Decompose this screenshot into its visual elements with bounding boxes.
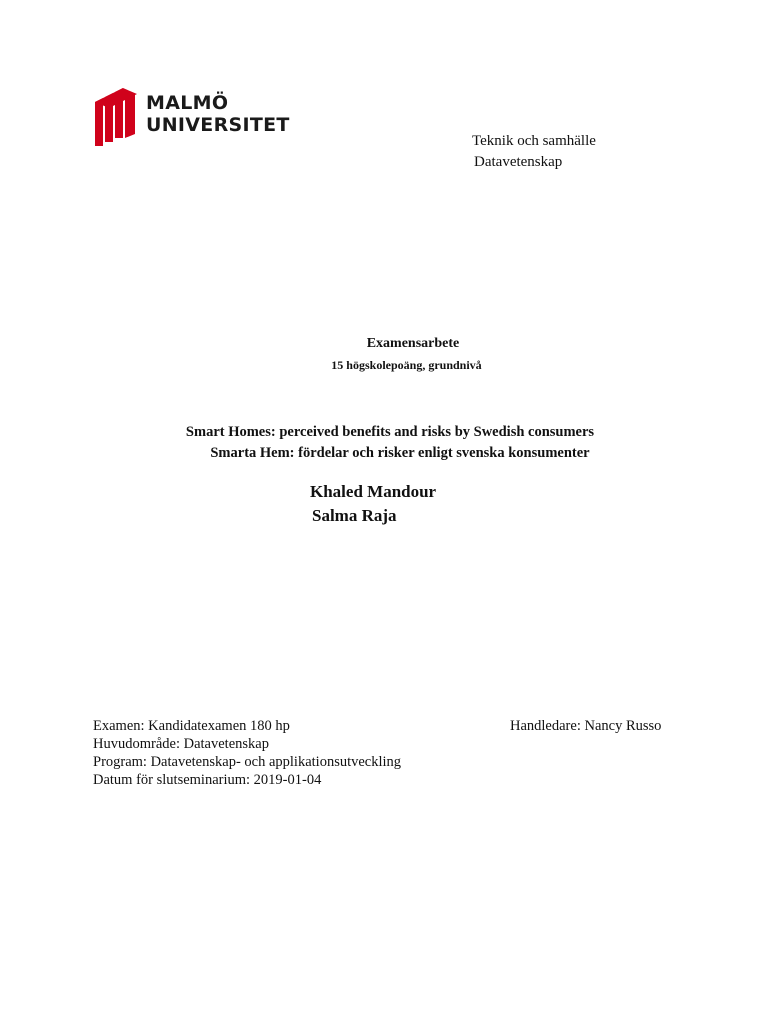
detail-exam: Examen: Kandidatexamen 180 hp — [93, 718, 290, 734]
logo-line-2: UNIVERSITET — [146, 114, 290, 136]
thesis-type: Examensarbete — [366, 336, 460, 351]
thesis-credits: 15 högskolepoäng, grundnivå — [331, 358, 482, 372]
author-1: Khaled Mandour — [310, 482, 437, 501]
thesis-title-english: Smart Homes: perceived benefits and risks by Swedish consumers — [185, 424, 595, 440]
subject-name: Datavetenskap — [474, 154, 563, 170]
detail-date: Datum för slutseminarium: 2019-01-04 — [93, 772, 322, 788]
faculty-name: Teknik och samhälle — [472, 133, 596, 149]
thesis-details — [93, 717, 401, 789]
author-2: Salma Raja — [312, 506, 397, 525]
logo-line-1: MALMÖ — [146, 92, 229, 114]
logo-mark-icon — [93, 88, 141, 150]
university-logo — [93, 88, 290, 150]
detail-supervisor: Handledare: Nancy Russo — [510, 718, 662, 734]
detail-main-area: Huvudområde: Datavetenskap — [93, 736, 269, 752]
logo-text — [146, 92, 290, 136]
thesis-title-swedish: Smarta Hem: fördelar och risker enligt svenska konsumenter — [210, 445, 590, 461]
detail-program: Program: Datavetenskap- och applikationsutveckling — [93, 754, 402, 770]
